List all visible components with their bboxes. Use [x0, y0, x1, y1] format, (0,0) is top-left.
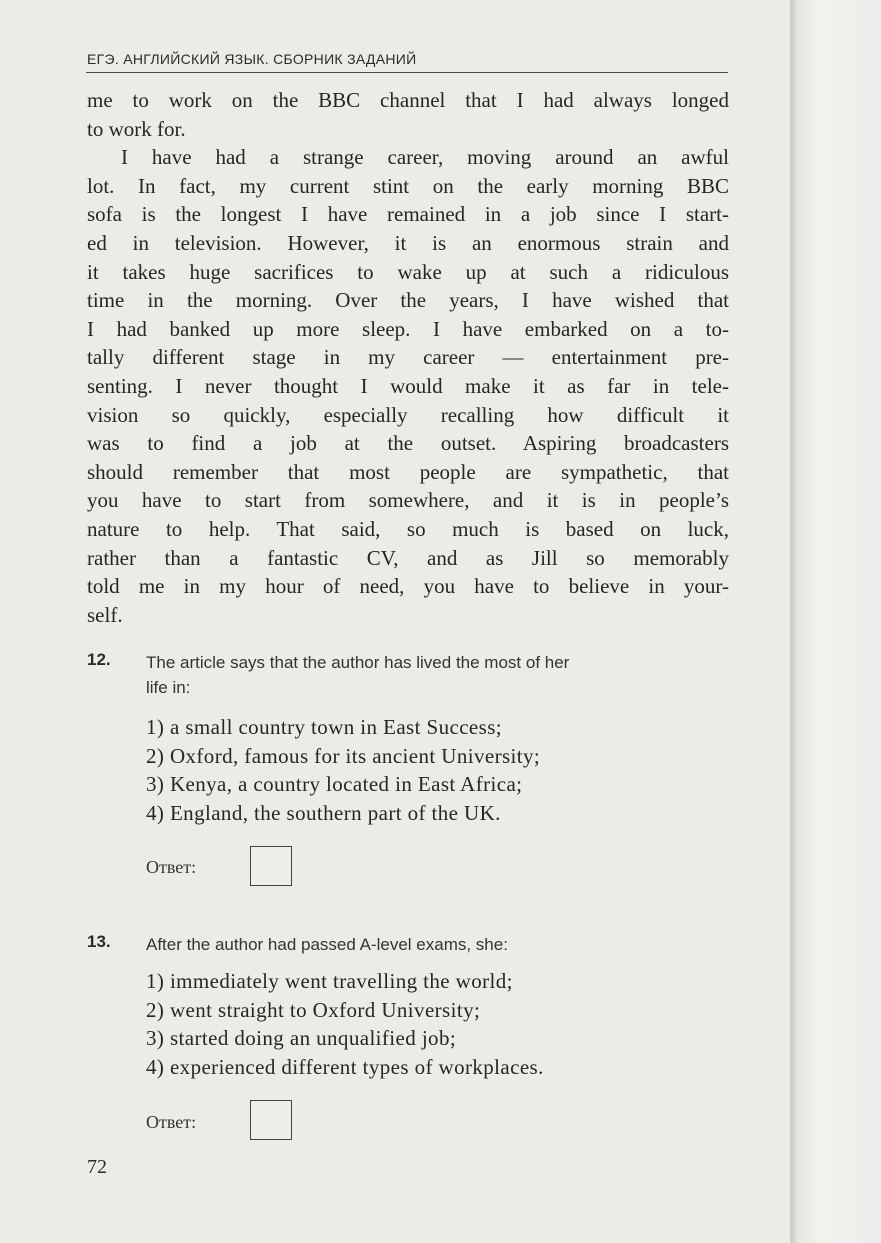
question-text — [146, 650, 731, 700]
option: 4) experienced different types of workplaces. — [146, 1054, 544, 1079]
answer-label: Ответ: — [146, 857, 197, 877]
answer-options — [146, 967, 544, 1081]
running-head: ЕГЭ. АНГЛИЙСКИЙ ЯЗЫК. СБОРНИК ЗАДАНИЙ — [87, 51, 417, 67]
passage-line: was to find a job at the outset. Aspiring broadcasters — [87, 431, 729, 456]
question-12 — [87, 650, 737, 895]
option: 1) immediately went travelling the world; — [146, 969, 513, 993]
passage-line: tally different stage in my career — entertainment pre- — [87, 345, 729, 370]
answer-box[interactable] — [250, 1100, 292, 1140]
passage-line: sofa is the longest I have remained in a job since I start- — [87, 202, 729, 227]
passage-line: senting. I never thought I would make it as far in tele- — [87, 373, 729, 398]
passage — [87, 86, 729, 629]
passage-line: me to work on the BBC channel that I had always longed — [87, 88, 729, 112]
passage-line: told me in my hour of need, you have to believe in your- — [87, 574, 729, 599]
question-number: 13. — [87, 932, 111, 951]
question-number: 12. — [87, 650, 111, 669]
passage-line: nature to help. That said, so much is based on luck, — [87, 516, 729, 541]
option: 4) England, the southern part of the UK. — [146, 800, 501, 825]
question-text-line: life in: — [146, 678, 191, 697]
passage-line: I have had a strange career, moving around an awful — [121, 145, 729, 170]
question-13 — [87, 932, 737, 1144]
option: 1) a small country town in East Success; — [146, 715, 503, 739]
passage-line: time in the morning. Over the years, I have wished that — [87, 288, 729, 313]
passage-line: lot. In fact, my current stint on the early morning BBC — [87, 173, 729, 198]
question-text-line: The article says that the author has lived the most of her — [146, 653, 570, 672]
passage-line: you have to start from somewhere, and it is in people’s — [87, 488, 729, 513]
header-rule — [86, 72, 728, 73]
answer-box[interactable] — [250, 846, 292, 886]
question-text — [146, 932, 731, 957]
option: 2) Oxford, famous for its ancient University; — [146, 743, 541, 768]
answer-options — [146, 713, 540, 827]
option: 3) started doing an unqualified job; — [146, 1026, 457, 1051]
passage-line: it takes huge sacrifices to wake up at such a ridiculous — [87, 259, 729, 284]
passage-line: I had banked up more sleep. I have embarked on a to- — [87, 316, 729, 341]
page-number: 72 — [87, 1156, 107, 1178]
passage-line: should remember that most people are sympathetic, that — [87, 459, 729, 484]
passage-line: rather than a fantastic CV, and as Jill so memorably — [87, 545, 729, 570]
option: 3) Kenya, a country located in East Africa; — [146, 772, 523, 797]
passage-line: ed in television. However, it is an enormous strain and — [87, 230, 729, 255]
passage-line: self. — [87, 602, 123, 627]
question-text-line: After the author had passed A-level exams, she: — [146, 935, 508, 954]
option: 2) went straight to Oxford University; — [146, 997, 481, 1022]
passage-line: vision so quickly, especially recalling how difficult it — [87, 402, 729, 427]
passage-line: to work for. — [87, 116, 186, 141]
page-edge — [790, 0, 881, 1243]
answer-label: Ответ: — [146, 1112, 197, 1132]
